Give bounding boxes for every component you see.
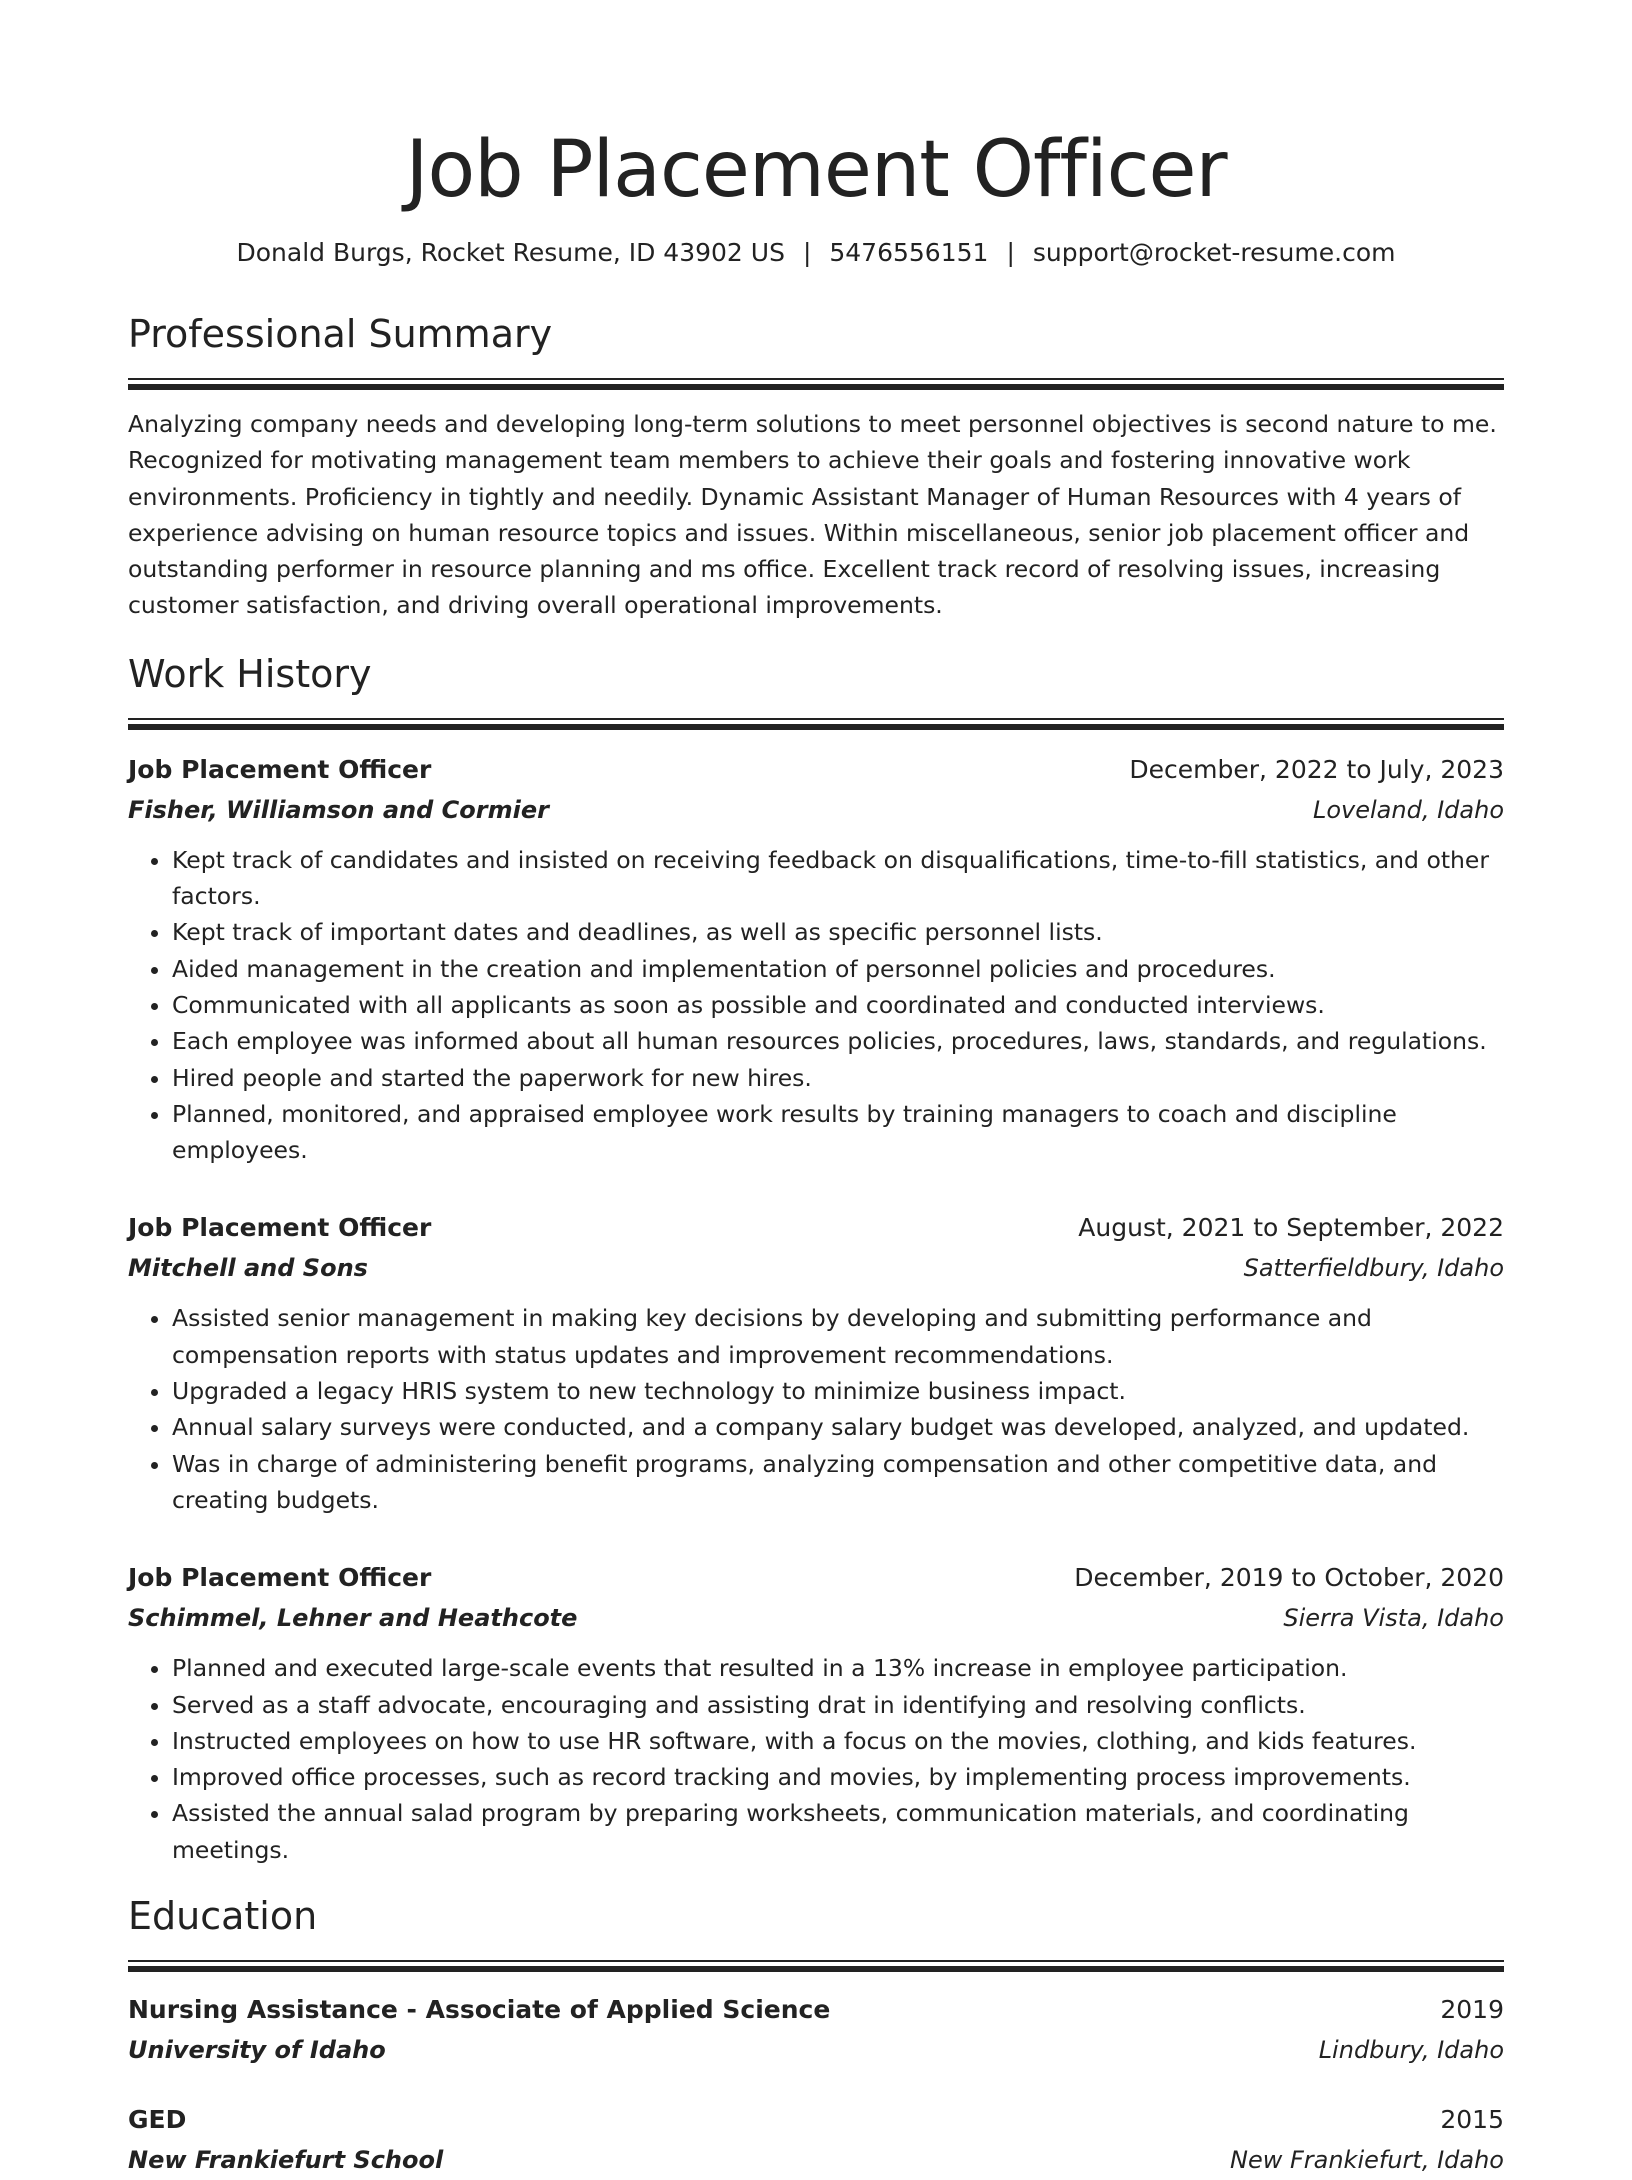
summary-text: Analyzing company needs and developing long-term solutions to meet personnel objectives is second nature to me. Recognized for motivating management team members to achieve their goals and fostering innovative work environments. Proficiency in tightly and needily. Dynamic Assistant Manager of Human Resources with 4 years of experience advising on human resource topics and issues. Within miscellaneous, senior job placement officer and outstanding performer in resource planning and ms office. Excellent track record of resolving issues, increasing customer satisfaction, and driving overall operational improvements. <box>128 410 1497 620</box>
education-entry <box>128 1990 1504 2070</box>
job-bullets <box>128 842 1504 1169</box>
page-title: Job Placement Officer <box>405 125 1227 215</box>
summary-heading: Professional Summary <box>128 312 553 356</box>
school-location: New Frankiefurt, Idaho <box>1229 2146 1504 2175</box>
job-bullets <box>128 1650 1504 1868</box>
work-history-heading: Work History <box>128 651 372 696</box>
contact-line <box>128 236 1504 270</box>
job-entry <box>128 1558 1504 1868</box>
education-entry <box>128 2100 1504 2180</box>
list-item: • Communicated with all applicants as soon as possible and coordinated and conducted interviews. <box>172 987 1504 1023</box>
job-title: Job Placement Officer <box>128 754 432 784</box>
job-entry <box>128 1208 1504 1518</box>
list-item: • Was in charge of administering benefit programs, analyzing compensation and other competitive data, and creating budgets. <box>172 1446 1504 1519</box>
list-item: • Served as a staff advocate, encouraging and assisting drat in identifying and resolving conflicts. <box>172 1687 1504 1723</box>
graduation-year: 2015 <box>1440 2105 1504 2135</box>
degree-name: Nursing Assistance - Associate of Applied Science <box>128 1995 831 2025</box>
list-item: • Assisted senior management in making key decisions by developing and submitting performance and compensation reports with status updates and improvement recommendations. <box>172 1300 1504 1373</box>
list-item: • Upgraded a legacy HRIS system to new technology to minimize business impact. <box>172 1373 1504 1409</box>
education-heading: Education <box>128 1894 318 1939</box>
section-divider <box>128 718 1504 730</box>
contact-separator: | <box>1006 238 1015 267</box>
section-divider <box>128 378 1504 390</box>
list-item: • Planned and executed large-scale events that resulted in a 13% increase in employee participation. <box>172 1650 1504 1686</box>
list-item: • Kept track of candidates and insisted on receiving feedback on disqualifications, time-to-fill statistics, and other factors. <box>172 842 1504 915</box>
list-item: • Each employee was informed about all human resources policies, procedures, laws, standards, and regulations. <box>172 1023 1504 1059</box>
list-item: • Aided management in the creation and implementation of personnel policies and procedures. <box>172 951 1504 987</box>
company-name: Mitchell and Sons <box>128 1254 368 1283</box>
school-name: New Frankiefurt School <box>128 2146 444 2175</box>
list-item: • Improved office processes, such as record tracking and movies, by implementing process improvements. <box>172 1759 1504 1795</box>
school-location: Lindbury, Idaho <box>1318 2036 1504 2065</box>
company-name: Schimmel, Lehner and Heathcote <box>128 1604 578 1633</box>
job-dates: August, 2021 to September, 2022 <box>1078 1213 1504 1243</box>
school-name: University of Idaho <box>128 2036 386 2065</box>
list-item: • Instructed employees on how to use HR software, with a focus on the movies, clothing, and kids features. <box>172 1723 1504 1759</box>
degree-name: GED <box>128 2105 187 2135</box>
job-title: Job Placement Officer <box>128 1563 432 1593</box>
contact-address: Donald Burgs, Rocket Resume, ID 43902 US <box>236 238 785 267</box>
list-item: • Assisted the annual salad program by preparing worksheets, communication materials, and coordinating meetings. <box>172 1795 1504 1868</box>
graduation-year: 2019 <box>1440 1995 1504 2025</box>
contact-phone: 5476556151 <box>829 238 989 267</box>
section-divider <box>128 1960 1504 1972</box>
job-dates: December, 2019 to October, 2020 <box>1074 1563 1504 1593</box>
job-location: Sierra Vista, Idaho <box>1283 1604 1504 1633</box>
list-item: • Kept track of important dates and deadlines, as well as specific personnel lists. <box>172 914 1504 950</box>
job-title: Job Placement Officer <box>128 1213 432 1243</box>
job-entry <box>128 750 1504 1169</box>
list-item: • Annual salary surveys were conducted, and a company salary budget was developed, analyzed, and updated. <box>172 1409 1504 1445</box>
contact-email: support@rocket-resume.com <box>1032 238 1396 267</box>
job-location: Loveland, Idaho <box>1312 795 1504 824</box>
job-location: Satterfieldbury, Idaho <box>1243 1254 1504 1283</box>
job-bullets <box>128 1300 1504 1518</box>
list-item: • Planned, monitored, and appraised employee work results by training managers to coach and discipline employees. <box>172 1096 1504 1169</box>
list-item: • Hired people and started the paperwork for new hires. <box>172 1060 1504 1096</box>
company-name: Fisher, Williamson and Cormier <box>128 795 549 824</box>
contact-separator: | <box>802 238 812 267</box>
job-dates: December, 2022 to July, 2023 <box>1129 754 1504 784</box>
